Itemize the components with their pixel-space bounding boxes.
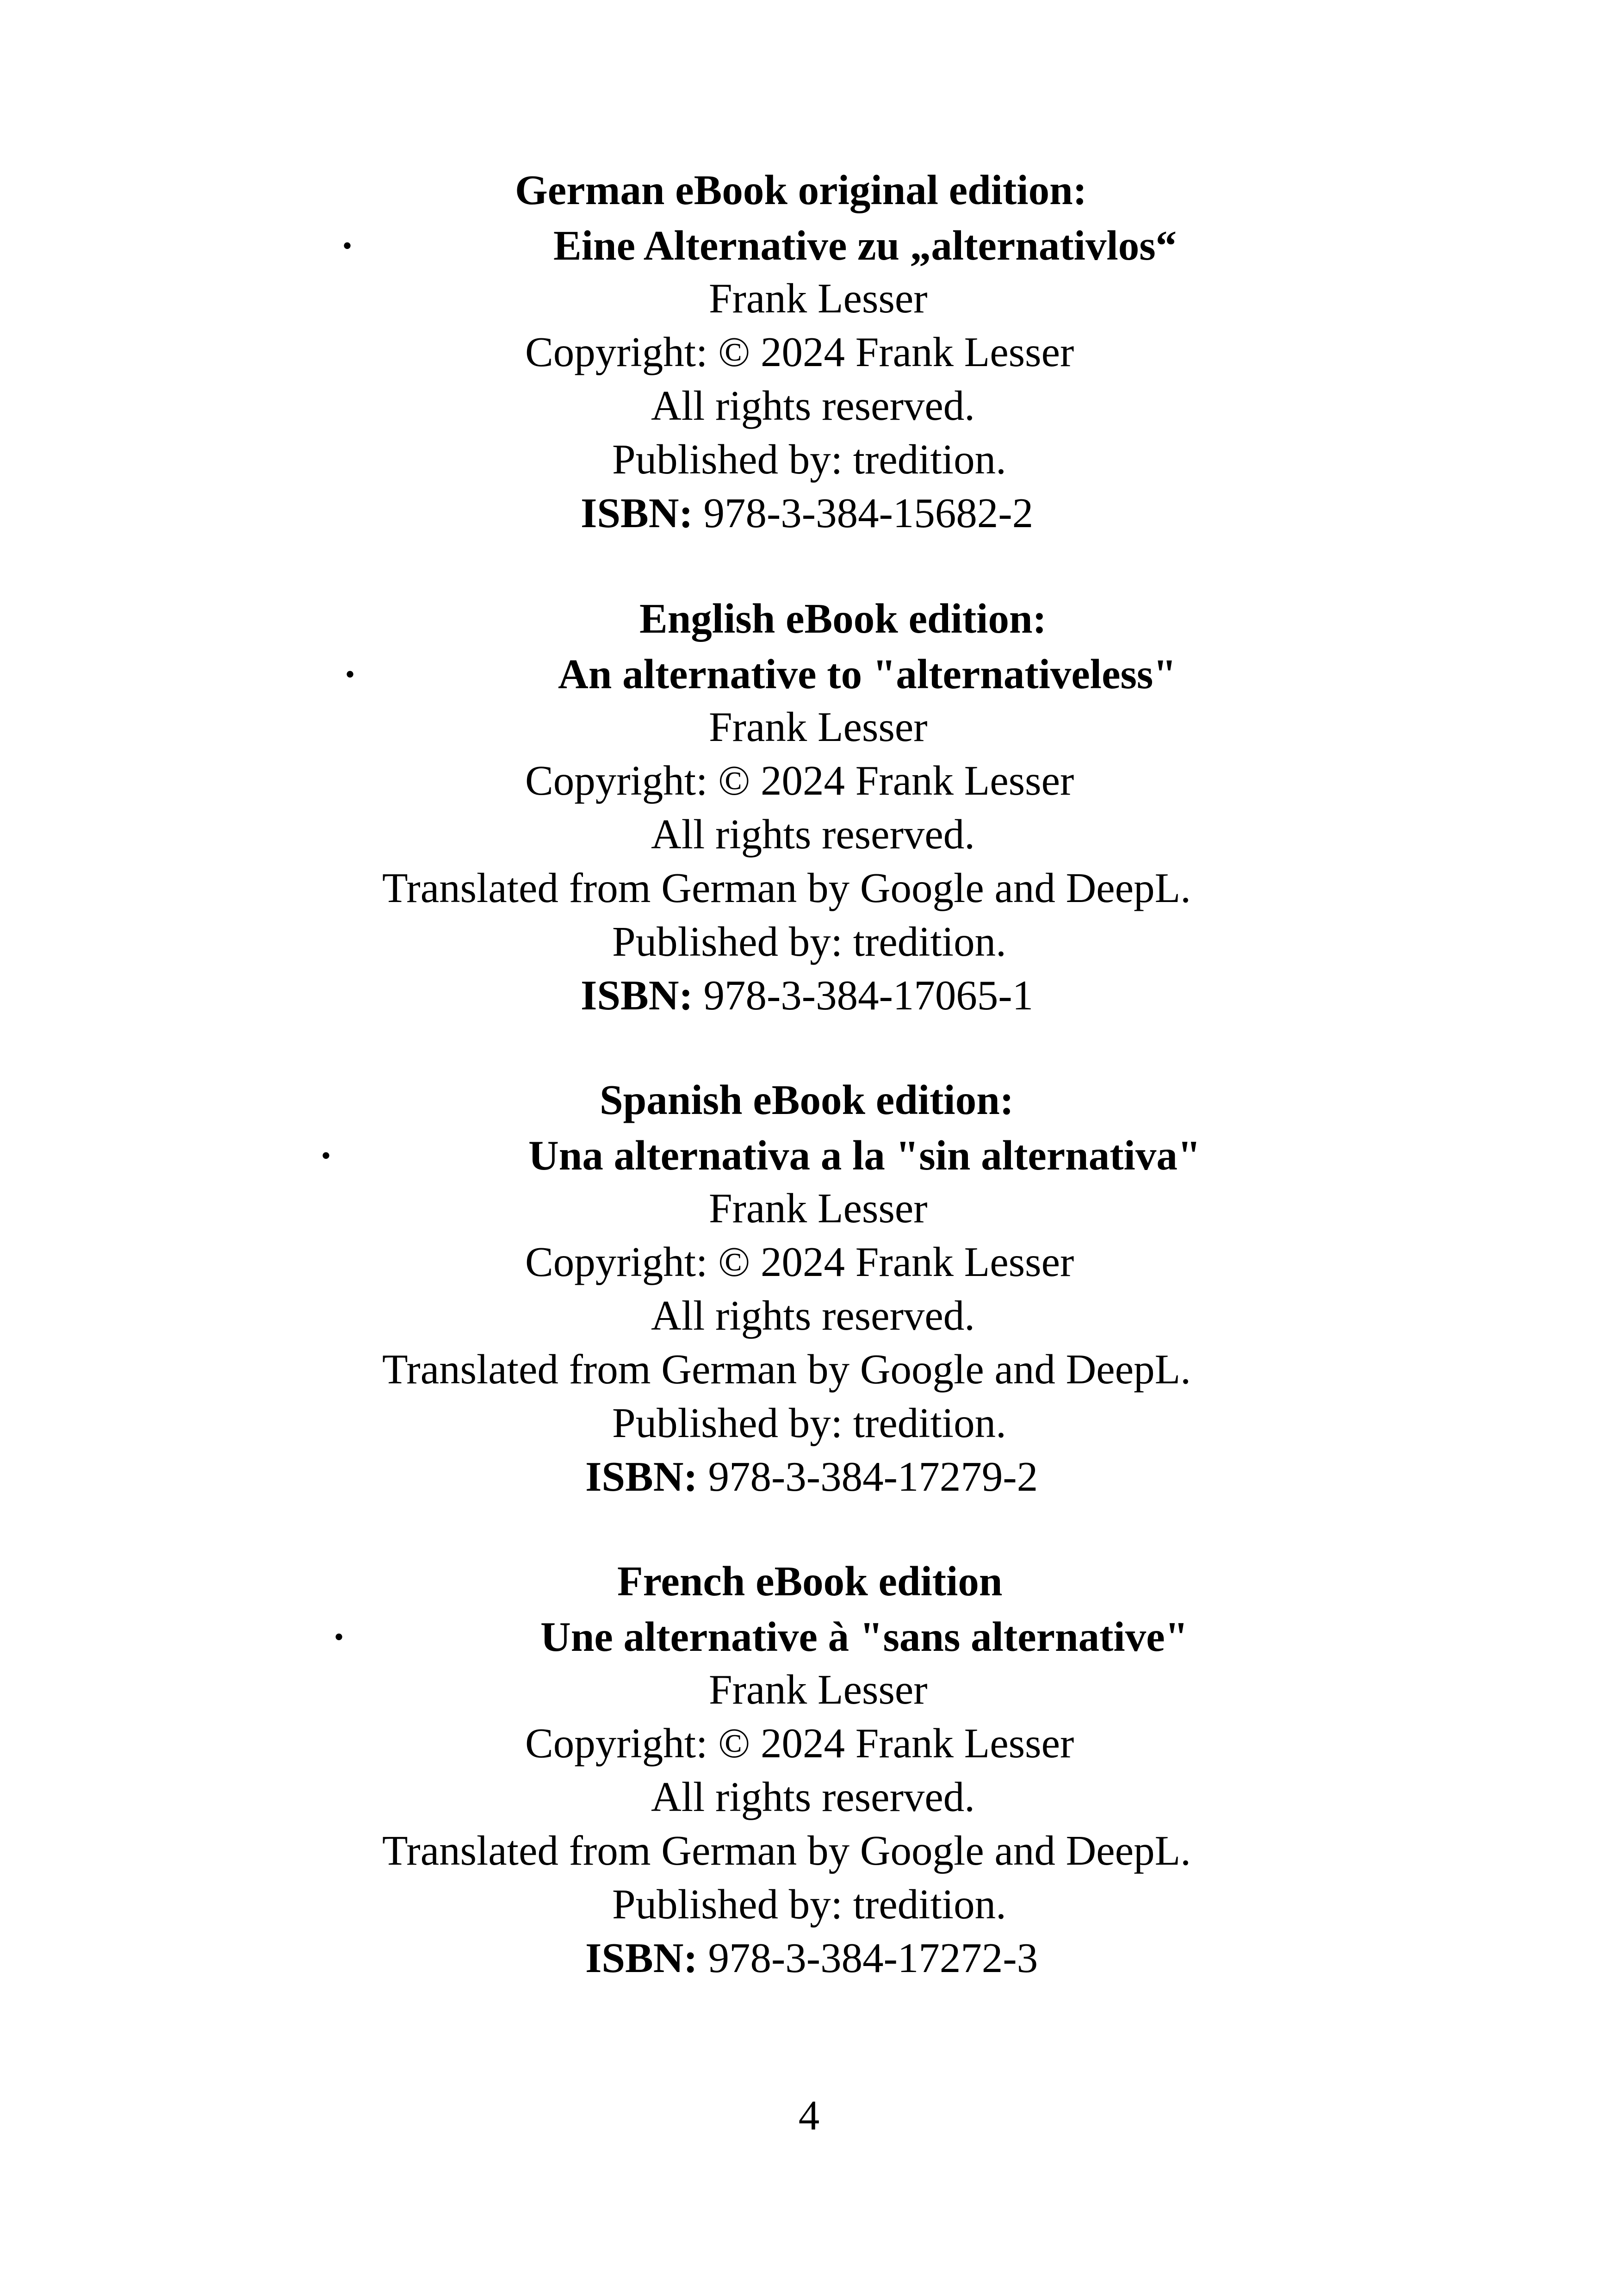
translation-note: Translated from German by Google and DeepL. bbox=[382, 1346, 1191, 1393]
isbn-label: ISBN: bbox=[581, 972, 693, 1019]
book-title: An alternative to "alternativeless" bbox=[558, 651, 1177, 697]
isbn-line bbox=[0, 970, 1618, 1021]
book-title: Une alternative à "sans alternative" bbox=[540, 1613, 1189, 1660]
bullet-icon: • bbox=[342, 230, 353, 261]
rights-statement: All rights reserved. bbox=[651, 1773, 975, 1820]
publisher: Published by: tredition. bbox=[612, 436, 1006, 483]
isbn-line bbox=[0, 488, 1618, 539]
bullet-icon: • bbox=[345, 659, 355, 690]
rights-statement: All rights reserved. bbox=[651, 1292, 975, 1339]
translation-note: Translated from German by Google and DeepL. bbox=[382, 1827, 1191, 1874]
translation-note: Translated from German by Google and DeepL. bbox=[382, 865, 1191, 911]
isbn-label: ISBN: bbox=[585, 1453, 698, 1500]
author: Frank Lesser bbox=[709, 1185, 928, 1232]
copyright: Copyright: © 2024 Frank Lesser bbox=[525, 1238, 1074, 1285]
publisher: Published by: tredition. bbox=[612, 918, 1006, 965]
book-title: Una alternativa a la "sin alternativa" bbox=[528, 1132, 1201, 1179]
copyright: Copyright: © 2024 Frank Lesser bbox=[525, 757, 1074, 804]
edition-heading: French eBook edition bbox=[617, 1558, 1003, 1605]
bullet-icon: • bbox=[334, 1622, 344, 1652]
author: Frank Lesser bbox=[709, 1666, 928, 1713]
publisher: Published by: tredition. bbox=[612, 1400, 1006, 1446]
copyright: Copyright: © 2024 Frank Lesser bbox=[525, 329, 1074, 375]
author: Frank Lesser bbox=[709, 275, 928, 322]
isbn-value: 978-3-384-15682-2 bbox=[693, 490, 1034, 536]
isbn-label: ISBN: bbox=[581, 490, 693, 536]
publisher: Published by: tredition. bbox=[612, 1881, 1006, 1928]
page-number: 4 bbox=[798, 2092, 820, 2139]
rights-statement: All rights reserved. bbox=[651, 382, 975, 429]
copyright: Copyright: © 2024 Frank Lesser bbox=[525, 1720, 1074, 1767]
edition-heading: German eBook original edition: bbox=[515, 167, 1087, 213]
isbn-line bbox=[0, 1451, 1618, 1502]
bullet-icon: • bbox=[321, 1140, 331, 1171]
edition-heading: English eBook edition: bbox=[639, 595, 1047, 642]
isbn-label: ISBN: bbox=[585, 1935, 698, 1981]
book-title: Eine Alternative zu „alternativlos“ bbox=[553, 222, 1177, 269]
isbn-line bbox=[0, 1933, 1618, 1984]
rights-statement: All rights reserved. bbox=[651, 811, 975, 858]
isbn-value: 978-3-384-17279-2 bbox=[697, 1453, 1038, 1500]
author: Frank Lesser bbox=[709, 703, 928, 750]
isbn-value: 978-3-384-17272-3 bbox=[697, 1935, 1038, 1981]
edition-heading: Spanish eBook edition: bbox=[600, 1076, 1014, 1123]
isbn-value: 978-3-384-17065-1 bbox=[693, 972, 1034, 1019]
